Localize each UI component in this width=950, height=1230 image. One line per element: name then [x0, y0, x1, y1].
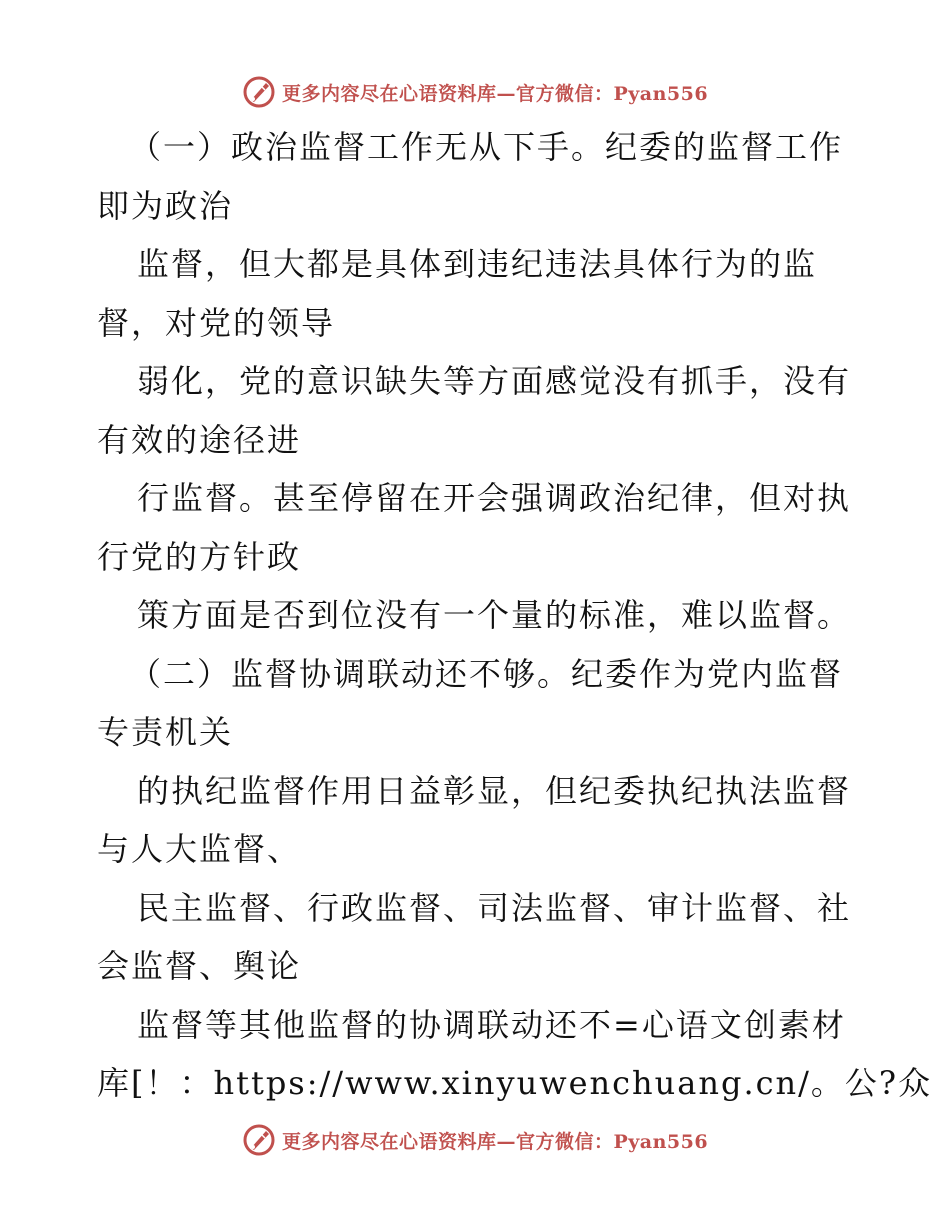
text-line: 监督等其他监督的协调联动还不=心语文创素材	[137, 1005, 846, 1044]
text-line: 有效的途径进	[97, 420, 302, 459]
quill-pen-logo-icon	[242, 1123, 276, 1157]
text-line: 即为政治	[97, 186, 234, 225]
text-line: 民主监督、行政监督、司法监督、审计监督、社	[137, 888, 852, 927]
document-body	[97, 118, 933, 1113]
text-line: 与人大监督、	[97, 830, 302, 868]
text-line: 策方面是否到位没有一个量的标准，难以监督。	[137, 596, 852, 634]
footer-watermark	[0, 1120, 950, 1160]
text-line: 监督，但大都是具体到违纪违法具体行为的监	[137, 245, 818, 283]
header-watermark	[0, 72, 950, 112]
watermark-text: 更多内容尽在心语资料库—官方微信：Pyan556	[281, 1130, 709, 1153]
text-line: （一）政治监督工作无从下手。纪委的监督工作	[129, 128, 844, 166]
quill-pen-logo-icon	[242, 75, 276, 109]
text-line: 督，对党的领导	[97, 303, 336, 342]
watermark-text: 更多内容尽在心语资料库—官方微信：Pyan556	[281, 82, 709, 105]
text-line: 的执纪监督作用日益彰显，但纪委执纪执法监督	[137, 771, 852, 810]
text-line: 行监督。甚至停留在开会强调政治纪律，但对执	[137, 479, 852, 517]
text-line: （二）监督协调联动还不够。纪委作为党内监督	[129, 654, 844, 693]
text-line: 弱化，党的意识缺失等方面感觉没有抓手，没有	[137, 362, 852, 400]
text-line: 库[！：https://www.xinyuwenchuang.cn/。公?众	[97, 1064, 933, 1102]
text-line: 会监督、舆论	[97, 947, 302, 985]
text-line: 专责机关	[97, 713, 234, 751]
text-line: 行党的方针政	[97, 537, 302, 576]
